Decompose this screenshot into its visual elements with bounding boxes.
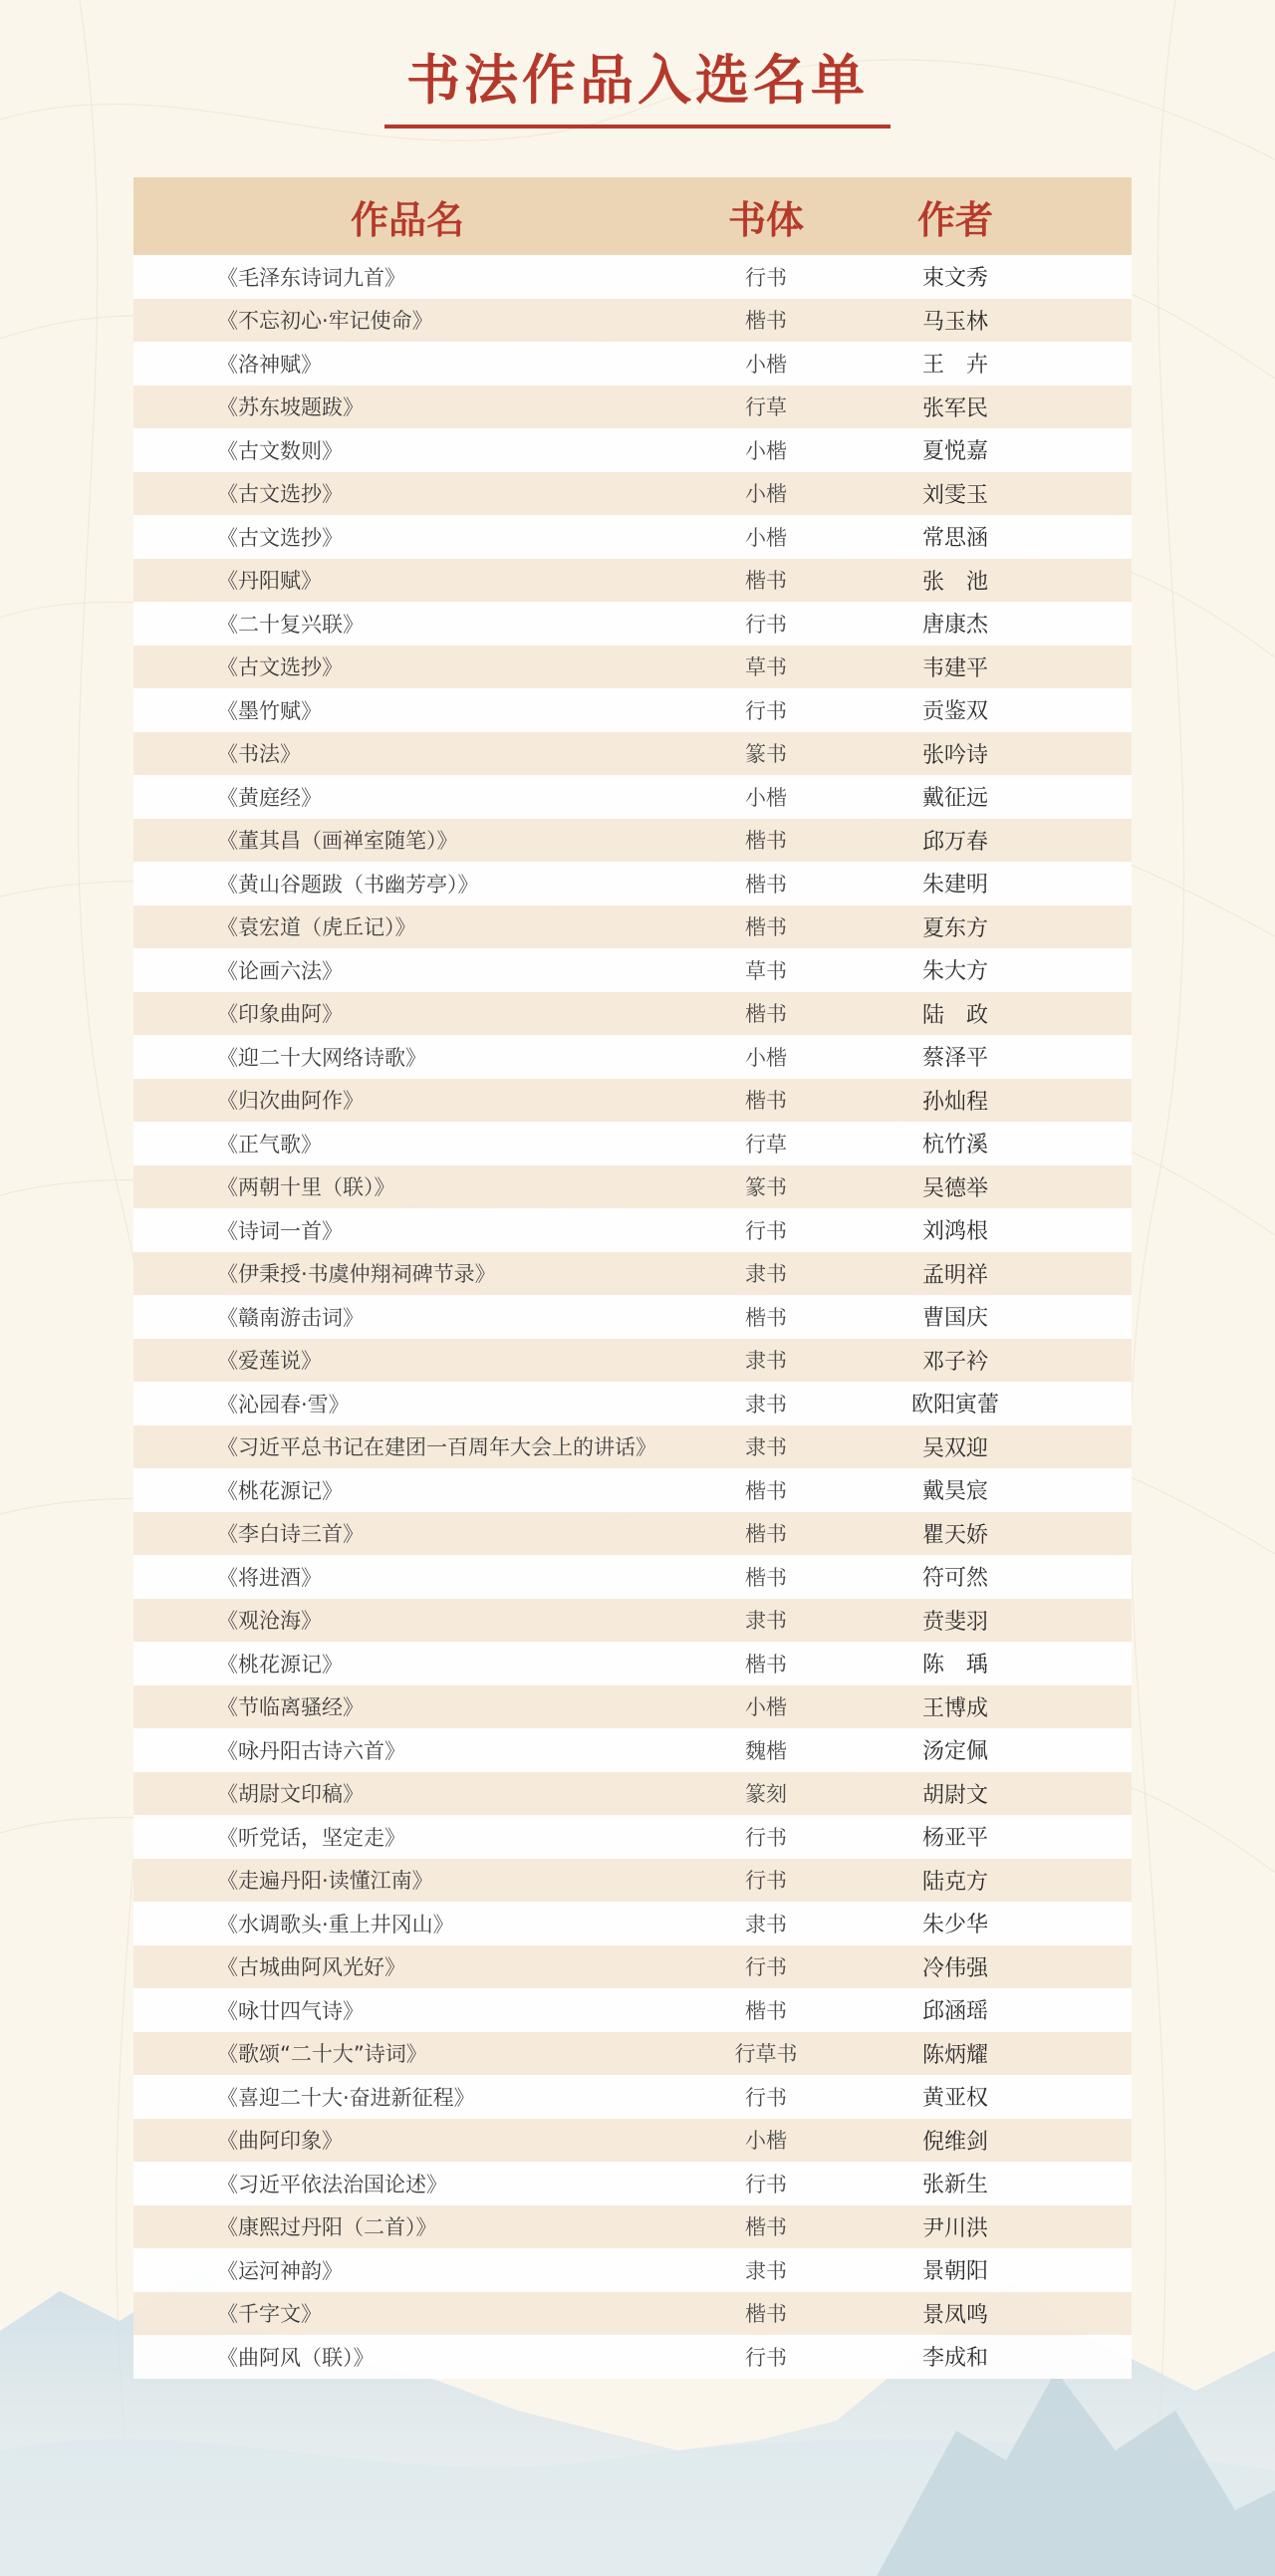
cell-work-name: 《古文数则》 — [217, 438, 343, 463]
cell-work-name: 《丹阳赋》 — [217, 569, 322, 594]
cell-author: 朱大方 — [921, 959, 988, 985]
table-row — [133, 688, 1132, 732]
cell-author: 刘鸿根 — [921, 1219, 988, 1245]
cell-script-style: 行草 — [745, 395, 787, 420]
cell-script-style: 行草 — [745, 1132, 787, 1157]
cell-script-style: 小楷 — [745, 1045, 787, 1070]
table-row — [133, 1295, 1132, 1339]
table-row — [133, 905, 1132, 949]
cell-work-name: 《二十复兴联》 — [217, 612, 364, 637]
cell-script-style: 楷书 — [745, 2215, 787, 2240]
cell-author: 胡尉文 — [921, 1782, 988, 1808]
cell-author: 杨亚平 — [921, 1826, 988, 1852]
table-row — [133, 1382, 1132, 1425]
cell-author: 孟明祥 — [921, 1262, 988, 1288]
cell-author: 马玉林 — [921, 309, 988, 335]
table-row — [133, 1728, 1132, 1772]
cell-author: 尹川洪 — [921, 2215, 988, 2241]
cell-work-name: 《桃花源记》 — [217, 1652, 343, 1676]
cell-author: 符可然 — [921, 1566, 988, 1592]
cell-work-name: 《迎二十大网络诗歌》 — [217, 1045, 426, 1070]
cell-script-style: 行书 — [745, 1869, 787, 1894]
table-row — [133, 1035, 1132, 1079]
cell-author: 瞿天娇 — [921, 1522, 988, 1548]
cell-script-style: 楷书 — [745, 1305, 787, 1330]
cell-author: 曹国庆 — [921, 1306, 988, 1332]
cell-author: 戴征远 — [921, 786, 988, 812]
cell-work-name: 《黄庭经》 — [217, 785, 322, 810]
table-row — [133, 775, 1132, 819]
cell-author: 景凤鸣 — [921, 2302, 988, 2328]
table-row — [133, 1425, 1132, 1469]
cell-script-style: 草书 — [745, 958, 787, 983]
cell-work-name: 《咏廿四气诗》 — [217, 1998, 364, 2023]
cell-work-name: 《李白诗三首》 — [217, 1522, 364, 1547]
cell-script-style: 隶书 — [745, 1262, 787, 1287]
cell-script-style: 行书 — [745, 2172, 787, 2196]
cell-author: 黄亚权 — [921, 2086, 988, 2112]
cell-script-style: 楷书 — [745, 872, 787, 897]
cell-script-style: 楷书 — [745, 309, 787, 334]
cell-work-name: 《走遍丹阳·读懂江南》 — [217, 1869, 433, 1894]
table-row — [133, 1685, 1132, 1729]
cell-author: 陈 瑀 — [921, 1653, 988, 1678]
cell-work-name: 《千字文》 — [217, 2302, 322, 2327]
table-row — [133, 2248, 1132, 2292]
cell-script-style: 行书 — [745, 1955, 787, 1980]
cell-author: 杭竹溪 — [921, 1133, 988, 1159]
cell-work-name: 《胡尉文印稿》 — [217, 1782, 364, 1807]
cell-script-style: 隶书 — [745, 1912, 787, 1936]
table-row — [133, 862, 1132, 905]
cell-work-name: 《节临离骚经》 — [217, 1695, 364, 1720]
cell-author: 朱少华 — [921, 1913, 988, 1938]
header-work-name: 作品名 — [350, 197, 464, 242]
table-row — [133, 992, 1132, 1036]
cell-author: 孙灿程 — [921, 1089, 988, 1115]
table-row — [133, 1512, 1132, 1556]
cell-script-style: 楷书 — [745, 1478, 787, 1503]
table-row — [133, 2075, 1132, 2119]
table-row — [133, 472, 1132, 516]
cell-author: 吴德举 — [921, 1175, 988, 1201]
selection-list-table — [133, 177, 1132, 2379]
cell-script-style: 行书 — [745, 698, 787, 723]
cell-script-style: 篆书 — [745, 742, 787, 767]
cell-script-style: 楷书 — [745, 915, 787, 940]
cell-script-style: 隶书 — [745, 1392, 787, 1417]
table-row — [133, 645, 1132, 689]
cell-work-name: 《印象曲阿》 — [217, 1002, 343, 1027]
cell-script-style: 楷书 — [745, 829, 787, 854]
cell-work-name: 《曲阿印象》 — [217, 2129, 343, 2154]
cell-author: 邱涵瑶 — [921, 1999, 988, 2025]
cell-work-name: 《古文选抄》 — [217, 482, 343, 507]
cell-script-style: 楷书 — [745, 2302, 787, 2327]
cell-author: 朱建明 — [921, 873, 988, 899]
cell-author: 陆 政 — [921, 1002, 988, 1028]
cell-script-style: 行书 — [745, 2085, 787, 2110]
cell-script-style: 行书 — [745, 265, 787, 290]
table-row — [133, 1555, 1132, 1599]
cell-script-style: 小楷 — [745, 482, 787, 507]
table-row — [133, 2335, 1132, 2379]
cell-work-name: 《不忘初心·牢记使命》 — [217, 309, 433, 334]
table-row — [133, 1252, 1132, 1296]
cell-author: 常思涵 — [921, 526, 988, 552]
cell-author: 王 卉 — [921, 353, 988, 379]
cell-author: 邓子衿 — [921, 1349, 988, 1375]
cell-work-name: 《赣南游击词》 — [217, 1305, 364, 1330]
page-title: 书法作品入选名单 — [384, 38, 891, 129]
header-script-style: 书体 — [727, 197, 804, 242]
cell-author: 李成和 — [921, 2346, 988, 2372]
cell-work-name: 《将进酒》 — [217, 1565, 322, 1590]
cell-script-style: 行书 — [745, 1825, 787, 1850]
cell-work-name: 《归次曲阿作》 — [217, 1089, 364, 1114]
cell-work-name: 《康熙过丹阳（二首）》 — [217, 2215, 437, 2240]
cell-script-style: 草书 — [745, 655, 787, 680]
table-row — [133, 1468, 1132, 1512]
cell-script-style: 小楷 — [745, 352, 787, 377]
cell-author: 景朝阳 — [921, 2259, 988, 2285]
cell-author: 张新生 — [921, 2173, 988, 2198]
cell-script-style: 小楷 — [745, 2129, 787, 2154]
table-body — [133, 255, 1132, 2379]
cell-author: 蔡泽平 — [921, 1046, 988, 1072]
cell-work-name: 《袁宏道（虎丘记）》 — [217, 915, 416, 940]
table-row — [133, 732, 1132, 776]
cell-script-style: 楷书 — [745, 1089, 787, 1114]
cell-work-name: 《诗词一首》 — [217, 1218, 343, 1243]
cell-author: 汤定佩 — [921, 1739, 988, 1765]
cell-work-name: 《习近平依法治国论述》 — [217, 2172, 447, 2196]
cell-work-name: 《听党话，坚定走》 — [217, 1825, 405, 1850]
cell-work-name: 《伊秉授·书虞仲翔祠碑节录》 — [217, 1262, 496, 1287]
table-row — [133, 2205, 1132, 2249]
cell-work-name: 《论画六法》 — [217, 958, 343, 983]
table-row — [133, 342, 1132, 386]
cell-author: 张 池 — [921, 569, 988, 595]
cell-author: 倪维剑 — [921, 2129, 988, 2155]
cell-script-style: 隶书 — [745, 1349, 787, 1374]
cell-author: 唐康杰 — [921, 613, 988, 639]
cell-script-style: 隶书 — [745, 1609, 787, 1634]
cell-author: 王博成 — [921, 1695, 988, 1721]
table-row — [133, 1945, 1132, 1989]
cell-work-name: 《书法》 — [217, 742, 301, 767]
table-row — [133, 2162, 1132, 2205]
cell-author: 贡鉴双 — [921, 699, 988, 725]
cell-work-name: 《习近平总书记在建团一百周年大会上的讲话》 — [217, 1435, 656, 1460]
table-header — [133, 177, 1132, 255]
table-row — [133, 1165, 1132, 1209]
table-row — [133, 299, 1132, 343]
cell-author: 束文秀 — [921, 266, 988, 292]
table-row — [133, 1208, 1132, 1252]
cell-script-style: 楷书 — [745, 1002, 787, 1027]
table-row — [133, 428, 1132, 472]
cell-work-name: 《两朝十里（联）》 — [217, 1175, 395, 1200]
cell-author: 张吟诗 — [921, 742, 988, 768]
cell-script-style: 楷书 — [745, 1565, 787, 1590]
cell-author: 戴昊宸 — [921, 1479, 988, 1505]
cell-author: 陈炳耀 — [921, 2042, 988, 2068]
title-container — [0, 38, 1275, 129]
cell-work-name: 《毛泽东诗词九首》 — [217, 265, 405, 290]
cell-author: 夏悦嘉 — [921, 439, 988, 465]
table-row — [133, 1599, 1132, 1643]
cell-work-name: 《咏丹阳古诗六首》 — [217, 1738, 405, 1763]
cell-work-name: 《古文选抄》 — [217, 655, 343, 680]
cell-work-name: 《苏东坡题跋》 — [217, 395, 364, 420]
cell-author: 夏东方 — [921, 915, 988, 941]
cell-script-style: 楷书 — [745, 1652, 787, 1676]
cell-author: 陆克方 — [921, 1869, 988, 1895]
cell-script-style: 小楷 — [745, 1695, 787, 1720]
table-row — [133, 515, 1132, 559]
cell-script-style: 行草书 — [734, 2042, 798, 2067]
table-row — [133, 1772, 1132, 1816]
cell-work-name: 《曲阿风（联）》 — [217, 2345, 375, 2370]
cell-work-name: 《古文选抄》 — [217, 525, 343, 550]
cell-script-style: 小楷 — [745, 525, 787, 550]
table-row — [133, 386, 1132, 429]
header-author: 作者 — [916, 197, 993, 242]
cell-script-style: 行书 — [745, 612, 787, 637]
cell-author: 贲斐羽 — [921, 1609, 988, 1635]
cell-work-name: 《歌颂“二十大”诗词》 — [217, 2042, 427, 2067]
cell-script-style: 小楷 — [745, 785, 787, 810]
table-row — [133, 1988, 1132, 2032]
cell-script-style: 篆书 — [745, 1175, 787, 1200]
table-row — [133, 255, 1132, 299]
table-row — [133, 1815, 1132, 1859]
cell-work-name: 《墨竹赋》 — [217, 698, 322, 723]
table-row — [133, 819, 1132, 863]
cell-author: 冷伟强 — [921, 1955, 988, 1981]
cell-script-style: 魏楷 — [745, 1738, 787, 1763]
cell-script-style: 行书 — [745, 2345, 787, 2370]
table-row — [133, 559, 1132, 603]
cell-work-name: 《水调歌头·重上井冈山》 — [217, 1912, 454, 1936]
table-row — [133, 602, 1132, 645]
table-row — [133, 1642, 1132, 1685]
cell-work-name: 《正气歌》 — [217, 1132, 322, 1157]
cell-script-style: 楷书 — [745, 569, 787, 594]
table-row — [133, 1902, 1132, 1945]
cell-author: 吴双迎 — [921, 1435, 988, 1461]
cell-author: 张军民 — [921, 395, 988, 421]
table-row — [133, 1339, 1132, 1383]
cell-work-name: 《洛神赋》 — [217, 352, 322, 377]
cell-work-name: 《黄山谷题跋（书幽芳亭）》 — [217, 872, 479, 897]
table-row — [133, 1859, 1132, 1903]
cell-work-name: 《沁园春·雪》 — [217, 1392, 350, 1417]
cell-work-name: 《桃花源记》 — [217, 1478, 343, 1503]
table-row — [133, 948, 1132, 992]
cell-script-style: 行书 — [745, 1218, 787, 1243]
cell-author: 刘雯玉 — [921, 482, 988, 508]
cell-author: 韦建平 — [921, 655, 988, 681]
cell-script-style: 楷书 — [745, 1998, 787, 2023]
table-row — [133, 2119, 1132, 2163]
cell-work-name: 《爱莲说》 — [217, 1349, 322, 1374]
cell-script-style: 隶书 — [745, 1435, 787, 1460]
table-row — [133, 1122, 1132, 1165]
cell-author: 邱万春 — [921, 829, 988, 855]
cell-author: 欧阳寅蕾 — [910, 1393, 999, 1418]
cell-script-style: 隶书 — [745, 2258, 787, 2283]
cell-script-style: 篆刻 — [745, 1782, 787, 1807]
cell-work-name: 《喜迎二十大·奋进新征程》 — [217, 2085, 475, 2110]
cell-work-name: 《董其昌（画禅室随笔）》 — [217, 829, 458, 854]
cell-script-style: 楷书 — [745, 1522, 787, 1547]
table-row — [133, 2032, 1132, 2076]
table-row — [133, 1079, 1132, 1123]
cell-work-name: 《古城曲阿风光好》 — [217, 1955, 405, 1980]
table-row — [133, 2292, 1132, 2336]
cell-work-name: 《观沧海》 — [217, 1609, 322, 1634]
cell-work-name: 《运河神韵》 — [217, 2258, 343, 2283]
cell-script-style: 小楷 — [745, 438, 787, 463]
